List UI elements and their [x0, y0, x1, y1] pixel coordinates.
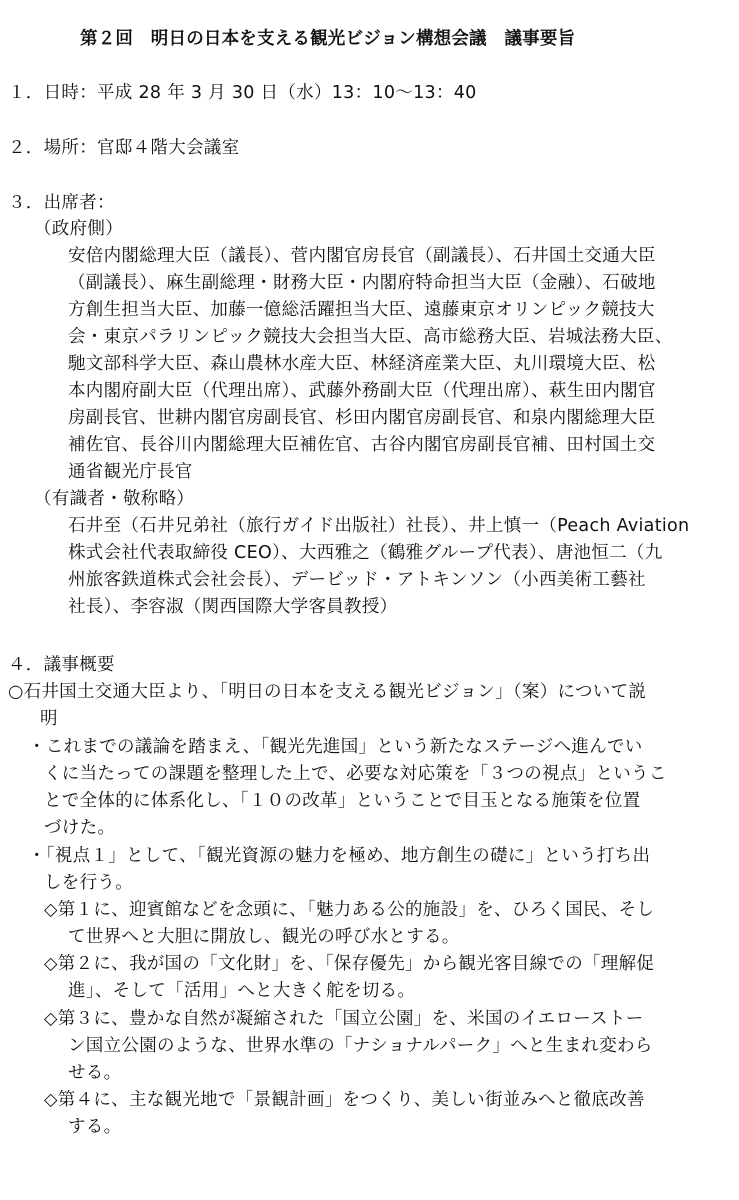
- government-attendees-line: （副議長）、麻生副総理・財務大臣・内閣府特命担当大臣（金融）、石破地: [68, 273, 656, 293]
- summary-line: ・これまでの議論を踏まえ、「観光先進国」という新たなステージへ進んでい: [28, 737, 643, 757]
- experts-label: （有識者・敬称略）: [34, 489, 195, 509]
- summary-line: ◇第１に、迎賓館などを念頭に、「魅力ある公的施設」を、ひろく国民、そし: [44, 900, 655, 920]
- government-attendees-line: 会・東京パラリンピック競技大会担当大臣、高市総務大臣、岩城法務大臣、: [68, 327, 673, 347]
- summary-line: ・「視点１」として、「観光資源の魅力を極め、地方創生の礎に」という打ち出: [28, 846, 651, 866]
- section-datetime: １．日時：平成 28 年 3 月 30 日（水）13：10～13：40: [8, 83, 477, 103]
- government-attendees-line: 方創生担当大臣、加藤一億総活躍担当大臣、遠藤東京オリンピック競技大: [68, 300, 655, 320]
- section-summary-heading: ４．議事概要: [8, 655, 115, 675]
- summary-line: とで全体的に体系化し、「１０の改革」ということで目玉となる施策を位置: [44, 791, 641, 811]
- government-attendees-line: 安倍内閣総理大臣（議長）、菅内閣官房長官（副議長）、石井国土交通大臣: [68, 246, 656, 266]
- summary-line: て世界へと大胆に開放し、観光の呼び水とする。: [68, 927, 460, 947]
- expert-attendees-line: 石井至（石井兄弟社（旅行ガイド出版社）社長）、井上慎一（Peach Aviation: [68, 516, 690, 536]
- government-attendees-line: 補佐官、長谷川内閣総理大臣補佐官、古谷内閣官房副長官補、田村国土交: [68, 435, 656, 455]
- government-attendees-line: 馳文部科学大臣、森山農林水産大臣、林経済産業大臣、丸川環境大臣、松: [68, 354, 656, 374]
- summary-line: 明: [40, 709, 58, 729]
- section-location: ２．場所：官邸４階大会議室: [8, 138, 240, 158]
- summary-line: せる。: [68, 1063, 122, 1083]
- page-title: 第２回 明日の日本を支える観光ビジョン構想会議 議事要旨: [80, 29, 576, 49]
- summary-line: しを行う。: [44, 873, 133, 893]
- summary-line: ◇第２に、我が国の「文化財」を、「保存優先」から観光客目線での「理解促: [44, 954, 655, 974]
- expert-attendees-line: 社長）、李容淑（関西国際大学客員教授）: [68, 597, 398, 617]
- government-side-label: （政府側）: [34, 219, 123, 239]
- summary-line: ◇第４に、主な観光地で「景観計画」をつくり、美しい街並みへと徹底改善: [44, 1090, 645, 1110]
- expert-attendees-line: 株式会社代表取締役 CEO）、大西雅之（鶴雅グループ代表）、唐池恒二（九: [68, 543, 663, 563]
- summary-line: する。: [68, 1117, 122, 1137]
- summary-line: ○石井国土交通大臣より、「明日の日本を支える観光ビジョン」（案）について説: [8, 682, 647, 702]
- summary-line: づけた。: [44, 818, 116, 838]
- government-attendees-line: 通省観光庁長官: [68, 462, 193, 482]
- expert-attendees-line: 州旅客鉄道株式会社会長）、デービッド・アトキンソン（小西美術工藝社: [68, 570, 646, 590]
- summary-line: 進」、そして「活用」へと大きく舵を切る。: [68, 981, 416, 1001]
- summary-line: ◇第３に、豊かな自然が凝縮された「国立公園」を、米国のイエローストー: [44, 1009, 644, 1029]
- government-attendees-line: 本内閣府副大臣（代理出席）、武藤外務副大臣（代理出席）、萩生田内閣官: [68, 381, 656, 401]
- summary-line: くに当たっての課題を整理した上で、必要な対応策を「３つの視点」というこ: [44, 764, 667, 784]
- government-attendees-line: 房副長官、世耕内閣官房副長官、杉田内閣官房副長官、和泉内閣総理大臣: [68, 408, 656, 428]
- summary-line: ン国立公園のような、世界水準の「ナショナルパーク」へと生まれ変わら: [68, 1036, 653, 1056]
- section-attendees-heading: ３．出席者：: [8, 193, 115, 213]
